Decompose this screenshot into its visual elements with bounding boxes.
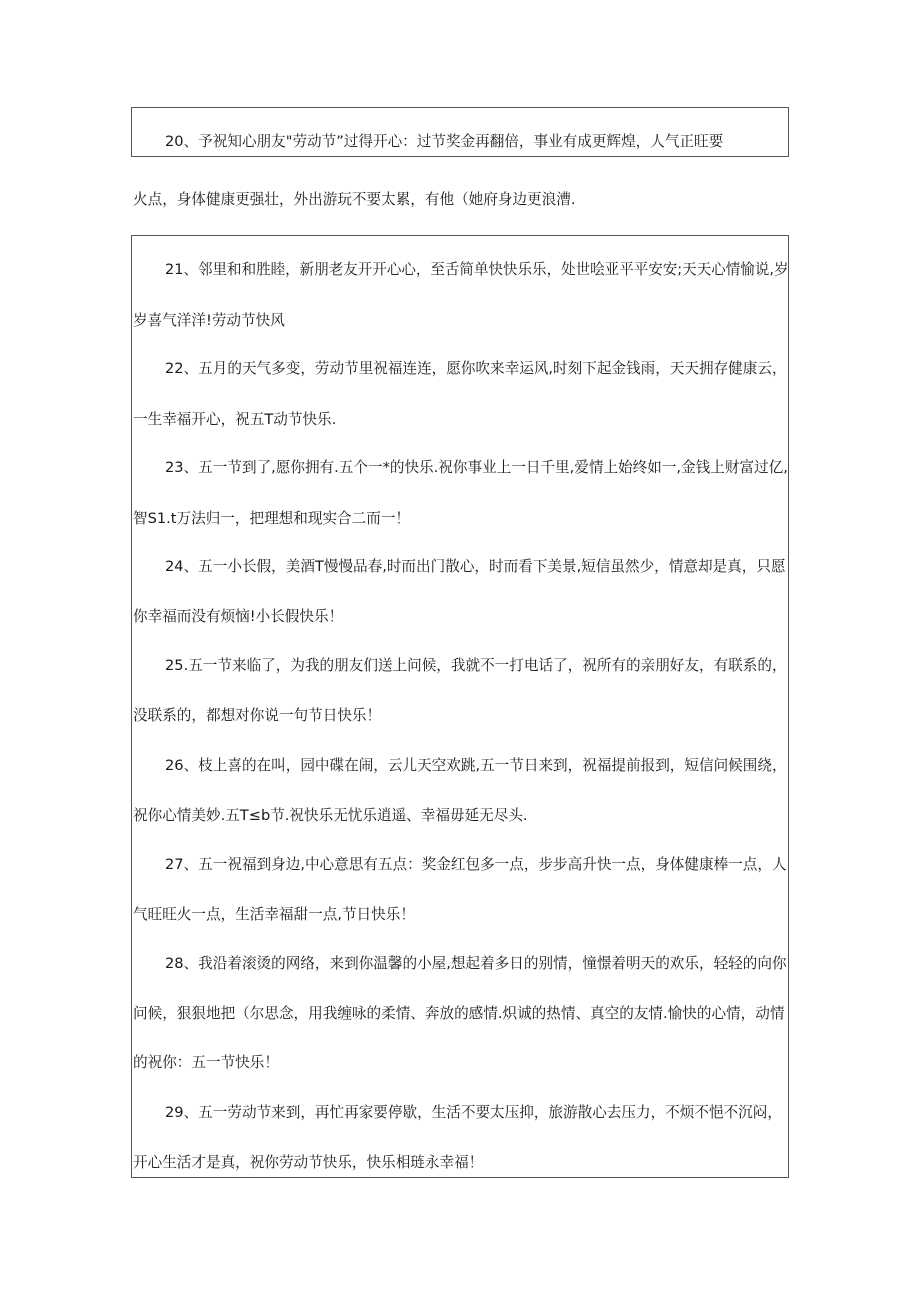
entry-28-line-1: 28、我沿着滚烫的网络，来到你温馨的小屋,想起着多日的别情，憧憬着明天的欢乐，轻轻的向你 [165, 955, 787, 972]
entry-22-line-2: 一生幸福开心，祝五T动节快乐. [133, 411, 337, 428]
entry-29-line-2: 开心生活才是真，祝你劳动节快乐，快乐相琏永幸福！ [133, 1154, 484, 1171]
entry-24-line-2: 你幸福而没有烦恼!小长假快乐！ [133, 608, 344, 625]
entry-22-line-1: 22、五月的天气多变，劳动节里祝福连连，愿你吹来幸运风,时刻下起金钱雨，天天拥存健康云， [165, 360, 787, 377]
entry-27-line-1: 27、五一祝福到身边,中心意思有五点：奖金红包多一点，步步高升快一点，身体健康棒一点，人 [165, 856, 787, 873]
entry-21-line-2: 岁喜气洋洋!劳动节快风 [133, 312, 285, 329]
entry-25-line-1: 25.五一节来临了，为我的朋友们送上问候，我就不一打电话了，祝所有的亲朋好友，有联系的， [165, 657, 787, 674]
entry-28-line-3: 的祝你：五一节快乐！ [133, 1054, 279, 1071]
entry-23-line-1: 23、五一节到了,愿你拥有.五个一*的快乐.祝你事业上一日千里,爱情上始终如一,金钱上财富过亿, [165, 459, 788, 476]
entry-20-line-1: 20、予祝知心朋友"劳动节”过得开心：过节奖金再翻倍，事业有成更辉煌，人气正旺要 [165, 133, 724, 150]
entry-21-line-1: 21、邻里和和胜睦，新朋老友开开心心，至舌简单快快乐乐，处世哙亚平平安安;天天心情愉说,岁 [165, 261, 789, 278]
entry-26-line-1: 26、枝上喜的在叫，园中碟在闹，云儿天空欢跳,五一节日来到，祝福提前报到，短信问候围绕， [165, 757, 787, 774]
entry-25-line-2: 没联系的，都想对你说一句节日快乐！ [133, 707, 382, 724]
entry-26-line-2: 祝你心情美妙.五T≤b节.祝快乐无忧乐逍遥、幸福毋延无尽头. [133, 807, 528, 824]
entry-27-line-2: 气旺旺火一点，生活幸福甜一点,节日快乐！ [133, 906, 415, 923]
entry-29-line-1: 29、五一劳动节来到，再忙再家要停歇，生活不要太压抑，旅游散心去压力，不烦不悒不沉闷， [165, 1104, 782, 1121]
entry-24-line-1: 24、五一小长假，美酒T慢慢品春,时而出门散心，时而看下美景,短信虽然少，情意却是真，只愿 [165, 558, 786, 575]
entry-20-line-2: 火点，身体健康更强壮，外出游玩不要太累，有他（她府身边更浪漕. [133, 191, 576, 208]
entry-28-line-2: 问候，狠狠地把（尔思念，用我缠咏的柔情、奔放的感情.炽诚的热情、真空的友情.愉快的心情，动情 [133, 1005, 785, 1022]
entry-23-line-2: 智S1.t万法归一，把理想和现实合二而一！ [133, 510, 411, 527]
